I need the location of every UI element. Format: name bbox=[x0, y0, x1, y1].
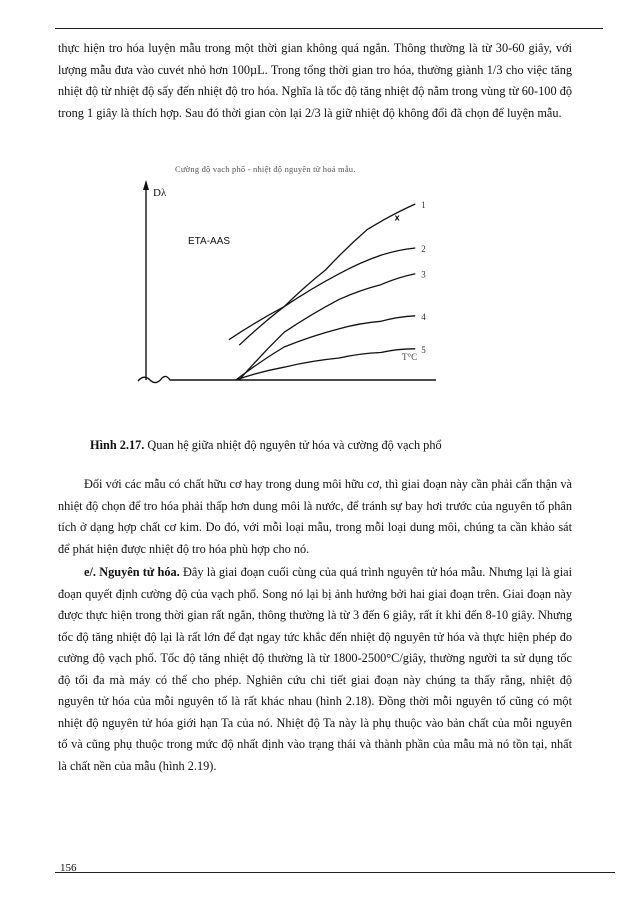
series-label-2: 2 bbox=[421, 244, 426, 254]
series-line-2 bbox=[229, 248, 415, 340]
bottom-rule bbox=[55, 872, 615, 873]
paragraph-organic: Đối với các mẫu có chất hữu cơ hay trong dung môi hữu cơ, thì giai đoạn này cần phải cẩn thận và nhiệt độ chọn để tro hóa phải thấp hơn dung môi là nước, để tránh sự bay hơi trước của nguyên tố phân tích ở dạng hợp chất cơ kim. Do đó, với mỗi loại mẫu, trong mỗi loại dung môi, chúng ta cần khảo sát để phát hiện được nhiệt độ tro hóa phù hợp cho nó. bbox=[58, 477, 572, 556]
series-line-1 bbox=[239, 204, 415, 345]
paragraph-atomization bbox=[58, 562, 572, 777]
figure-2-17 bbox=[110, 160, 450, 405]
chart bbox=[110, 160, 450, 405]
paragraph-intro: thực hiện tro hóa luyện mẫu trong một thời gian không quá ngắn. Thông thường là từ 30-60 giây, với lượng mẫu đưa vào cuvét nhỏ hơn 100µL. Trong tổng thời gian tro hóa, thường giành 1/3 cho việc tăng nhiệt độ từ nhiệt độ sấy đến nhiệt độ tro hóa. Nghĩa là tốc độ tăng nhiệt độ nằm trong vùng từ 60-100 độ trong 1 giây là thích hợp. Sau đó thời gian còn lại 2/3 là giữ nhiệt độ không đổi đã chọn để luyện mẫu. bbox=[58, 41, 572, 120]
series-line-4 bbox=[236, 316, 418, 380]
figure-caption bbox=[90, 436, 590, 454]
series-label-1: 1 bbox=[421, 200, 426, 210]
series-label-5: 5 bbox=[421, 344, 426, 355]
series-label-4: 4 bbox=[421, 311, 426, 322]
section-heading: e/. Nguyên tử hóa. bbox=[84, 565, 180, 579]
y-axis-arrow bbox=[143, 180, 149, 190]
section-body: Đây là giai đoạn cuối cùng của quá trình nguyên tử hóa mẫu. Nhưng lại là giai đoạn quyết định cường độ của vạch phổ. Song nó lại bị ảnh hưởng bởi hai giai đoạn trên. Giai đoạn này được thực hiện trong thời gian rất ngắn, thông thường là từ 3 đến 6 giây, rất ít khi đến 8-10 giây. Nhưng tốc độ tăng nhiệt độ lại là rất lớn để đạt ngay tức khắc đến nhiệt độ nguyên tử hóa và thực hiện phép đo cường độ vạch phổ. Tốc độ tăng nhiệt độ thường là từ 1800-2500°C/giây, thường người ta sử dụng tốc độ tối đa mà máy có thể cho phép. Nghiên cứu chi tiết giai đoạn này chúng ta thấy rằng, nhiệt độ nguyên tử hóa của mỗi nguyên tố là rất khác nhau (hình 2.18). Đồng thời mỗi nguyên tố cũng có một nhiệt độ nguyên tử hóa giới hạn Ta của nó. Nhiệt độ Ta này là phụ thuộc vào bản chất của mỗi nguyên tố và cũng phụ thuộc trong mức độ nhất định vào trạng thái và thành phần của mẫu mà nó tồn tại, nhất là chất nền của mẫu (hình 2.19). bbox=[58, 565, 572, 773]
y-axis-label: Dλ bbox=[153, 187, 167, 199]
series-line-3 bbox=[239, 274, 418, 380]
curve-marker: x bbox=[394, 212, 400, 223]
chart-annotation: ETA-AAS bbox=[188, 236, 231, 247]
chart-title: Cường độ vạch phổ - nhiệt độ nguyên tử hoá mẫu. bbox=[175, 164, 356, 174]
top-rule bbox=[55, 28, 603, 29]
x-axis-baseline bbox=[138, 376, 436, 382]
caption-label: Hình 2.17. bbox=[90, 438, 145, 452]
page-number: 156 bbox=[60, 862, 77, 874]
series-label-3: 3 bbox=[421, 269, 426, 280]
caption-text: Quan hệ giữa nhiệt độ nguyên tử hóa và cường độ vạch phổ bbox=[144, 438, 442, 452]
x-axis-label: T°C bbox=[402, 352, 418, 362]
